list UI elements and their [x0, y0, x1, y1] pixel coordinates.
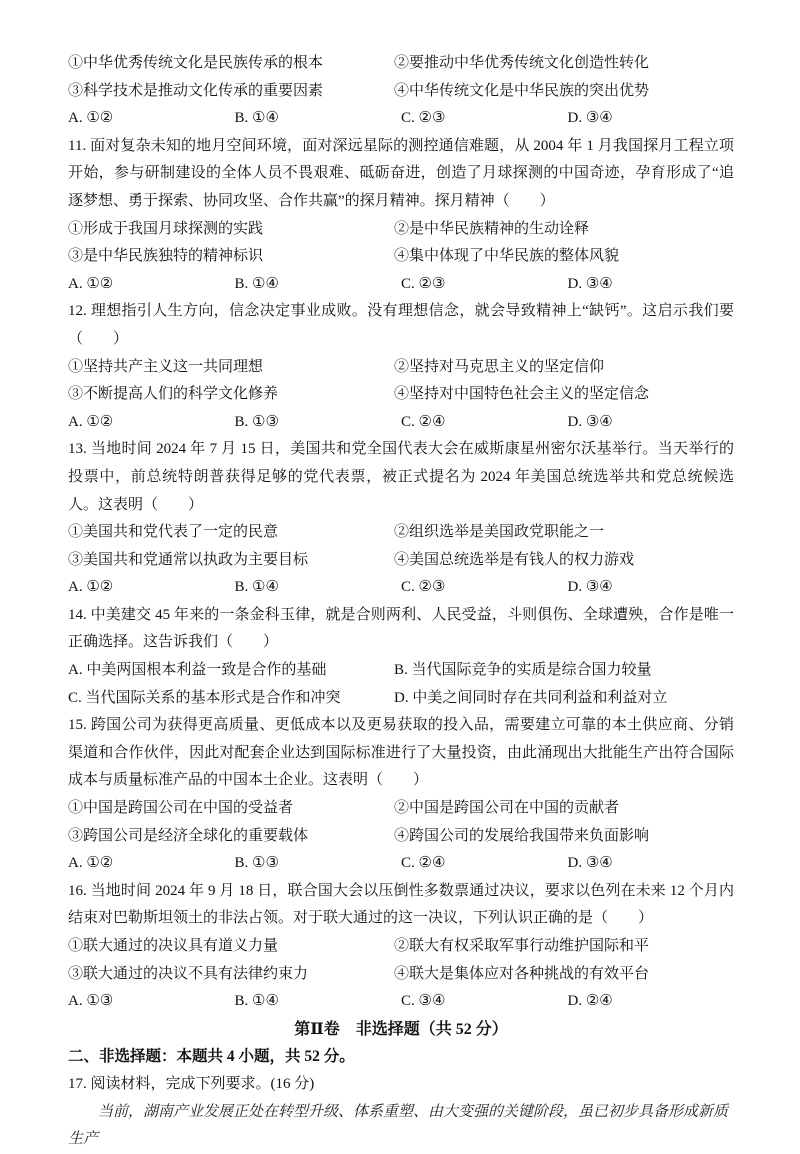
option-right: ④跨国公司的发展给我国带来负面影响 — [394, 827, 650, 844]
answer-choice: C. ②④ — [401, 855, 446, 872]
question-stem: 14. 中美建交 45 年来的一条金科玉律，就是合则两利、人民受益，斗则俱伤、全球遭殃，合作是唯一正确选择。这告诉我们（ ） — [68, 606, 734, 651]
option-pair-row — [68, 823, 734, 851]
answer-choices-row — [68, 988, 734, 1016]
option-right: ④坚持对中国特色社会主义的坚定信念 — [394, 386, 650, 403]
answer-choices-row — [68, 574, 734, 602]
answer-choice: C. ②③ — [401, 110, 446, 127]
option-left: ①联大通过的决议具有道义力量 — [68, 938, 279, 954]
answer-choice: B. ①④ — [234, 993, 279, 1010]
question-stem: 13. 当地时间 2024 年 7 月 15 日，美国共和党全国代表大会在威斯康星州密尔沃基举行。当天举行的投票中，前总统特朗普获得足够的党代表票，被正式提名为 2024 年美国总统选举共和党总统候选人。这表明（ ） — [68, 441, 734, 513]
option-pair-row — [68, 354, 734, 382]
answer-choice: B. ①③ — [234, 855, 279, 872]
option-pair-row — [68, 961, 734, 989]
answer-choice: C. ②④ — [401, 413, 446, 430]
answer-choice: C. ③④ — [401, 993, 446, 1010]
option-right: ②是中华民族精神的生动诠释 — [394, 220, 590, 237]
option-pair-row — [68, 50, 734, 78]
option-left: ③不断提高人们的科学文化修养 — [68, 386, 279, 403]
answer-choice: A. ①② — [68, 110, 114, 127]
option-pair-row — [68, 78, 734, 106]
option-left: ①坚持共产主义这一共同理想 — [68, 358, 264, 375]
option-pair-row — [68, 381, 734, 409]
answer-choice: A. ①② — [68, 579, 114, 596]
reading-material: 当前，湖南产业发展正处在转型升级、体系重塑、由大变强的关键阶段，虽已初步具备形成新质生产 — [68, 1103, 729, 1148]
answer-choice: D. ②④ — [567, 993, 613, 1010]
option-pair-row — [68, 795, 734, 823]
option-left: ③科学技术是推动文化传承的重要因素 — [68, 82, 324, 99]
option-left: ③美国共和党通常以执政为主要目标 — [68, 551, 309, 568]
option-right: ④美国总统选举是有钱人的权力游戏 — [394, 551, 635, 568]
answer-choices-row — [68, 271, 734, 299]
option-pair-row — [68, 547, 734, 575]
answer-choice: D. ③④ — [567, 855, 613, 872]
option-right: ④中华传统文化是中华民族的突出优势 — [394, 82, 650, 99]
option-left: C. 当代国际关系的基本形式是合作和冲突 — [68, 689, 341, 706]
option-right: ④集中体现了中华民族的整体风貌 — [394, 248, 620, 265]
answer-choice: A. ①② — [68, 275, 114, 292]
answer-choice: D. ③④ — [567, 110, 613, 127]
option-left: ③联大通过的决议不具有法律约束力 — [68, 965, 309, 982]
answer-choices-row — [68, 409, 734, 437]
answer-choice: A. ①② — [68, 855, 114, 872]
answer-choice: D. ③④ — [567, 413, 613, 430]
option-pair-row — [68, 657, 734, 685]
option-pair-row — [68, 216, 734, 244]
question-stem: 17. 阅读材料，完成下列要求。(16 分) — [68, 1075, 315, 1092]
option-right: ②坚持对马克思主义的坚定信仰 — [394, 358, 605, 375]
option-pair-row — [68, 685, 734, 713]
section-heading: 第Ⅱ卷 非选择题（共 52 分） — [294, 1020, 508, 1038]
section-instructions: 二、非选择题：本题共 4 小题，共 52 分。 — [68, 1048, 355, 1066]
option-pair-row — [68, 933, 734, 961]
question-stem: 11. 面对复杂未知的地月空间环境，面对深远星际的测控通信难题，从 2004 年 1 月我国探月工程立项开始，参与研制建设的全体人员不畏艰难、砥砺奋进，创造了月球探测的中国奇迹，孕育形成了“追逐梦想、勇于探索、协同攻坚、合作共赢”的探月精神。探月精神（ ） — [68, 137, 734, 209]
option-right: ④联大是集体应对各种挑战的有效平台 — [394, 965, 650, 982]
answer-choice: C. ②③ — [401, 275, 446, 292]
option-right: B. 当代国际竞争的实质是综合国力较量 — [394, 662, 652, 679]
option-left: ③是中华民族独特的精神标识 — [68, 248, 264, 265]
option-right: ②联大有权采取军事行动维护国际和平 — [394, 938, 650, 954]
option-right: ②中国是跨国公司在中国的贡献者 — [394, 800, 620, 817]
option-left: ①中华优秀传统文化是民族传承的根本 — [68, 55, 324, 71]
answer-choice: D. ③④ — [567, 275, 613, 292]
option-right: ②组织选举是美国政党职能之一 — [394, 524, 605, 541]
answer-choice: C. ②③ — [401, 579, 446, 596]
answer-choice: A. ①② — [68, 413, 114, 430]
option-pair-row — [68, 519, 734, 547]
option-right: D. 中美之间同时存在共同利益和利益对立 — [394, 689, 668, 706]
exam-body — [68, 50, 734, 1154]
question-stem: 15. 跨国公司为获得更高质量、更低成本以及更易获取的投入品，需要建立可靠的本土供应商、分销渠道和合作伙伴，因此对配套企业达到国际标准进行了大量投资，由此涌现出大批能生产出符合国际成本与质量标准产品的中国本土企业。这表明（ ） — [68, 717, 734, 789]
option-left: ①形成于我国月球探测的实践 — [68, 220, 264, 237]
answer-choice: B. ①④ — [234, 110, 279, 127]
answer-choice: B. ①④ — [234, 275, 279, 292]
question-stem: 12. 理想指引人生方向，信念决定事业成败。没有理想信念，就会导致精神上“缺钙”。这启示我们要（ ） — [68, 303, 734, 347]
option-left: ①美国共和党代表了一定的民意 — [68, 524, 279, 541]
option-right: ②要推动中华优秀传统文化创造性转化 — [394, 55, 650, 71]
option-pair-row — [68, 243, 734, 271]
option-left: A. 中美两国根本利益一致是合作的基础 — [68, 662, 327, 679]
answer-choices-row — [68, 105, 734, 133]
option-left: ③跨国公司是经济全球化的重要载体 — [68, 827, 309, 844]
answer-choice: B. ①③ — [234, 413, 279, 430]
answer-choice: D. ③④ — [567, 579, 613, 596]
answer-choice: B. ①④ — [234, 579, 279, 596]
answer-choice: A. ①③ — [68, 993, 114, 1010]
question-stem: 16. 当地时间 2024 年 9 月 18 日，联合国大会以压倒性多数票通过决议，要求以色列在未来 12 个月内结束对巴勒斯坦领土的非法占领。对于联大通过的这一决议，下列认识正确的是（ ） — [68, 882, 734, 927]
option-left: ①中国是跨国公司在中国的受益者 — [68, 800, 294, 817]
answer-choices-row — [68, 850, 734, 878]
